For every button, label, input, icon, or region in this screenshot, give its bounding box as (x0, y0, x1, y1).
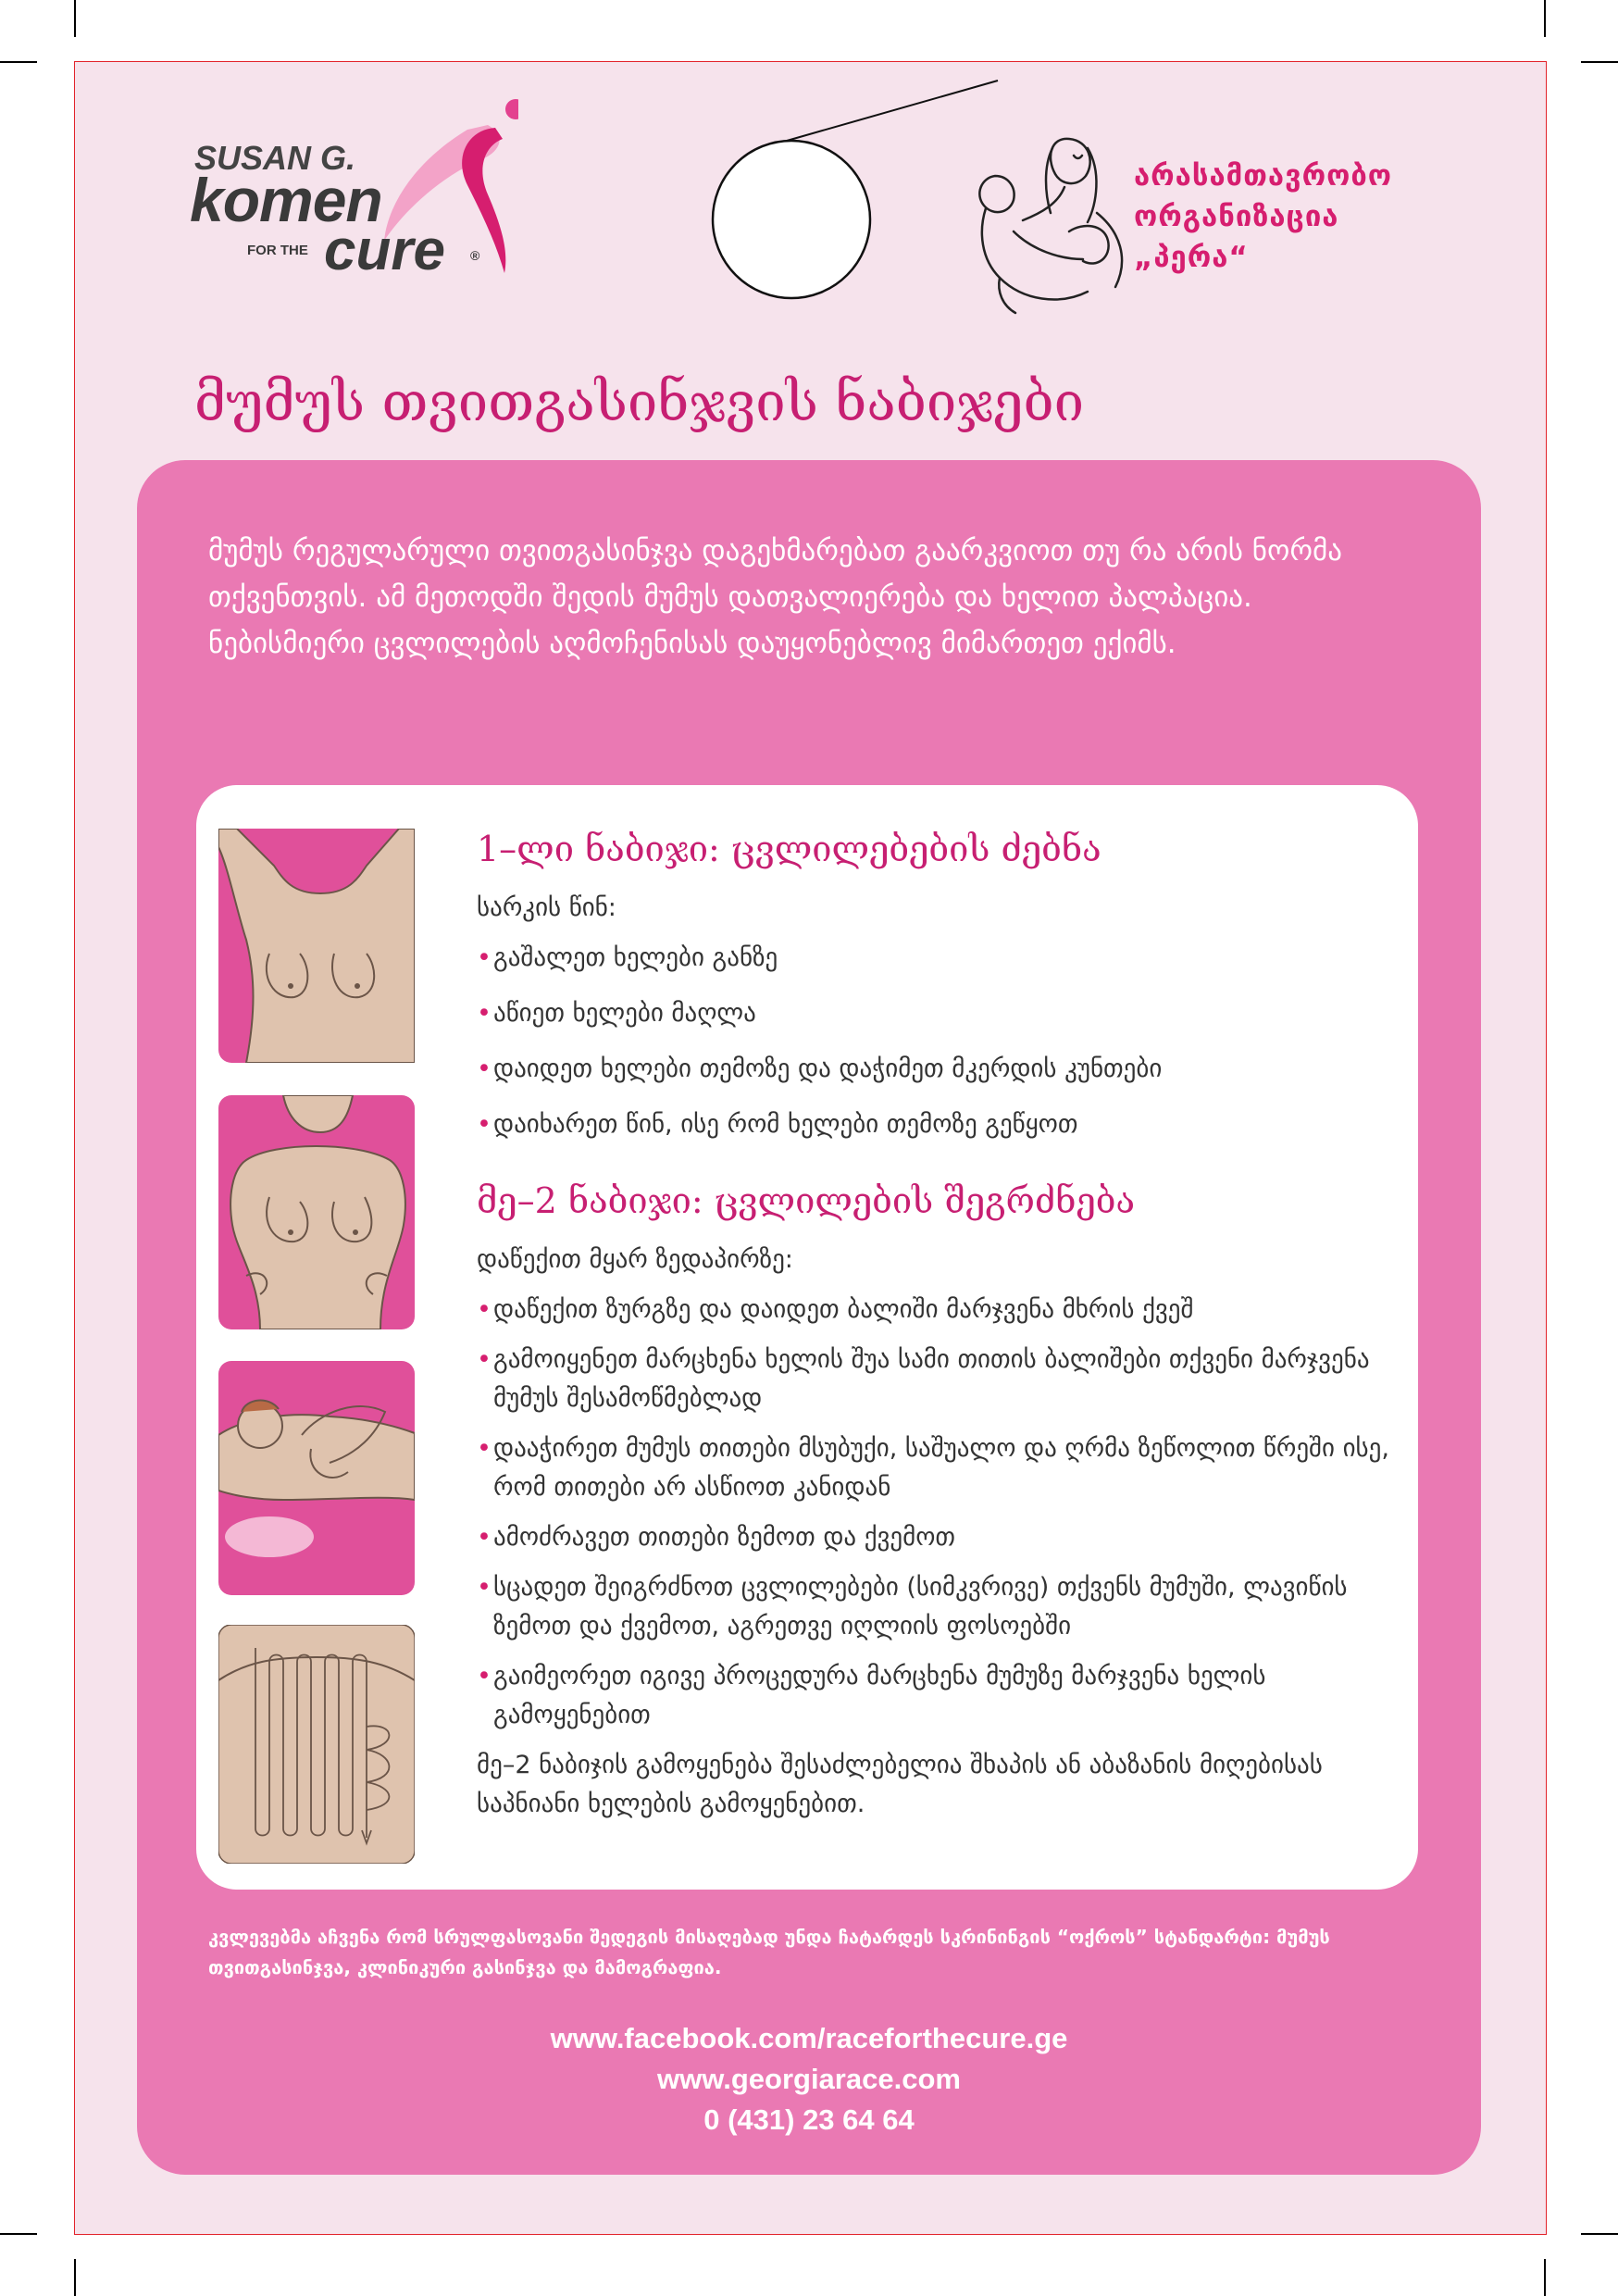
website-link[interactable]: www.georgiarace.com (657, 2063, 961, 2095)
step2-title: მე–2 ნაბიჯი: ცვლილების შეგრძნება (477, 1180, 1136, 1221)
bullet: • (477, 1662, 492, 1691)
list-item (477, 1105, 1393, 1144)
crop-mark (0, 61, 37, 63)
bullet: • (477, 1523, 492, 1552)
crop-mark (1544, 0, 1546, 37)
list-item-text: აწიეთ ხელები მაღლა (493, 999, 756, 1028)
trim-line (74, 2234, 1547, 2235)
bullet: • (477, 1295, 492, 1324)
step2-list (477, 1291, 1393, 1735)
page-title: მუმუს თვითგასინჯვის ნაბიჯები (194, 370, 1085, 433)
step2-note: მე–2 ნაბიჯის გამოყენება შესაძლებელია შხაპის ან აბაზანის მიღებისას საპნიანი ხელების გამოყენებით. (477, 1751, 1323, 1818)
vertical-pattern-diagram-illustration (218, 1625, 415, 1864)
contact-block (137, 2018, 1481, 2140)
bullet: • (477, 999, 492, 1028)
list-item (477, 1518, 1393, 1557)
crop-mark (1544, 2259, 1546, 2296)
step1-body (477, 889, 1393, 1161)
step1-title: 1–ლი ნაბიჯი: ცვლილებების ძებნა (477, 829, 1101, 869)
bullet: • (477, 1110, 492, 1139)
list-item (477, 1341, 1393, 1418)
list-item-text: ამოძრავეთ თითები ზემოთ და ქვემოთ (493, 1523, 956, 1552)
list-item-text: გაიმეორეთ იგივე პროცედურა მარცხენა მუმუზე მარჯვენა ხელის გამოყენებით (493, 1662, 1266, 1729)
crop-mark (0, 2233, 37, 2235)
komen-logo-small: FOR THE (247, 243, 308, 258)
trim-line (74, 61, 75, 2235)
list-item-text: გამოიყენეთ მარცხენა ხელის შუა სამი თითის ბალიშები თქვენი მარჯვენა მუმუს შესამოწმებლად (493, 1345, 1370, 1413)
crop-mark (1581, 2233, 1618, 2235)
intro-paragraph: მუმუს რეგულარული თვითგასინჯვა დაგეხმარებათ გაარკვიოთ თუ რა არის ნორმა თქვენთვის. ამ მეთოდში შედის მუმუს დათვალიერება და ხელით პალპაცია. ნებისმიერი ცვლილების აღმოჩენისას დაუყონებლივ მიმართეთ ექიმს. (208, 534, 1342, 660)
footnote: კვლევებმა აჩვენა რომ სრულფასოვანი შედეგის მისაღებად უნდა ჩატარდეს სკრინინგის “ოქროს” სტანდარტი: მუმუს თვითგასინჯვა, კლინიკური გასინჯვა და მამოგრაფია. (208, 1926, 1330, 1978)
bullet: • (477, 1054, 492, 1083)
list-item (477, 1291, 1393, 1329)
pera-name-line: არასამთავრობო (1134, 159, 1393, 193)
facebook-link[interactable]: www.facebook.com/raceforthecure.ge (550, 2022, 1068, 2054)
step1-list (477, 939, 1393, 1144)
bullet: • (477, 1434, 492, 1463)
lying-down-exam-illustration (218, 1361, 415, 1595)
step2-lead: დაწექით მყარ ზედაპირზე: (477, 1245, 793, 1274)
list-item (477, 1429, 1393, 1507)
mirror-arms-raised-illustration (218, 829, 415, 1063)
list-item (477, 939, 1393, 978)
komen-logo-line1: SUSAN G. (194, 139, 356, 177)
list-item (477, 1050, 1393, 1089)
mirror-hands-on-hips-illustration (218, 1095, 415, 1329)
list-item-text: გაშალეთ ხელები განზე (493, 943, 778, 972)
list-item (477, 1657, 1393, 1735)
pera-name-line: „პერა“ (1134, 241, 1249, 274)
list-item (477, 1568, 1393, 1646)
komen-logo-line2: komen (190, 166, 382, 234)
list-item-text: დაწექით ზურგზე და დაიდეთ ბალიში მარჯვენა მხრის ქვეშ (493, 1295, 1194, 1324)
list-item-text: დაიდეთ ხელები თემოზე და დაჭიმეთ მკერდის კუნთები (493, 1054, 1163, 1083)
komen-logo (190, 93, 518, 287)
pera-name-line: ორგანიზაცია (1134, 200, 1339, 233)
trim-line (74, 61, 1547, 62)
komen-logo-line3: cure (324, 218, 445, 282)
crop-mark (74, 0, 76, 37)
crop-mark (74, 2259, 76, 2296)
phone-number: 0 (431) 23 64 64 (703, 2103, 915, 2136)
bullet: • (477, 1573, 492, 1602)
trim-line (1546, 61, 1547, 2235)
pera-logo-icon (958, 120, 1143, 319)
step1-lead: სარკის წინ: (477, 893, 616, 922)
komen-logo-registered: ® (470, 248, 480, 263)
list-item-text: დააჭირეთ მუმუს თითები მსუბუქი, საშუალო და ღრმა ზეწოლით წრეში ისე, რომ თითები არ ასწიოთ კანიდან (493, 1434, 1389, 1502)
list-item-text: დაიხარეთ წინ, ისე რომ ხელები თემოზე გეწყოთ (493, 1110, 1078, 1139)
list-item (477, 994, 1393, 1033)
pera-organization-name (1134, 156, 1467, 278)
step2-body (477, 1241, 1393, 1835)
bullet: • (477, 1345, 492, 1374)
crop-mark (1581, 61, 1618, 63)
list-item-text: სცადეთ შეიგრძნოთ ცვლილებები (სიმკვრივე) თქვენს მუმუში, ლავიწის ზემოთ და ქვემოთ, აგრეთვე იღლიის ფოსოებში (493, 1573, 1348, 1641)
bullet: • (477, 943, 492, 972)
